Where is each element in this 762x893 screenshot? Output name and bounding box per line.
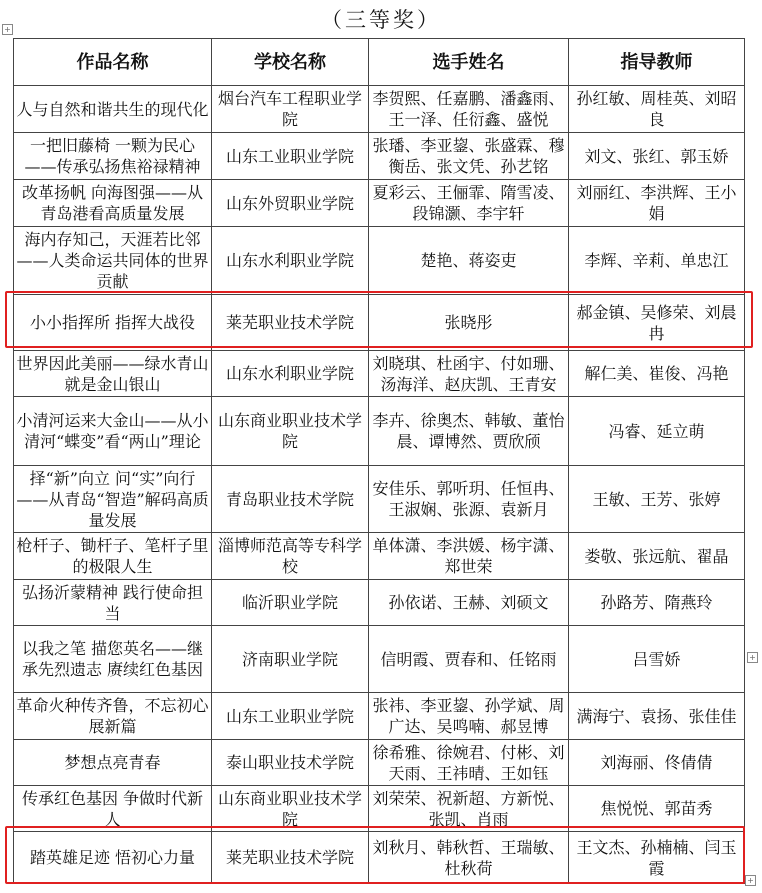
table-resize-handle[interactable]: + [747,652,758,663]
work-name-cell: 人与自然和谐共生的现代化 [14,86,212,133]
teachers-cell: 焦悦悦、郭苗秀 [569,786,745,832]
header-school-name: 学校名称 [212,39,369,86]
students-cell: 夏彩云、王俪霏、隋雪凌、段锦灏、李宇轩 [369,180,569,227]
school-cell: 淄博师范高等专科学校 [212,533,369,580]
teachers-cell: 王敏、王芳、张婷 [569,466,745,533]
header-work-name: 作品名称 [14,39,212,86]
teachers-cell: 王文杰、孙楠楠、闫玉霞 [569,832,745,884]
teachers-cell: 孙红敏、周桂英、刘昭良 [569,86,745,133]
table-row [14,397,745,466]
table-row [14,786,745,832]
table-resize-handle-bottom[interactable]: + [745,875,756,886]
students-cell: 刘晓琪、杜函宇、付如珊、汤海洋、赵庆凯、王青安 [369,351,569,397]
students-cell: 信明霞、贾春和、任铭雨 [369,626,569,693]
header-row [14,39,745,86]
students-cell: 刘秋月、韩秋哲、王瑞敏、杜秋荷 [369,832,569,884]
teachers-cell: 刘海丽、佟倩倩 [569,740,745,786]
work-name-cell: 以我之笔 描您英名——继承先烈遗志 赓续红色基因 [14,626,212,693]
table-row [14,295,745,351]
table-row [14,580,745,626]
work-name-cell: 弘扬沂蒙精神 践行使命担当 [14,580,212,626]
school-cell: 山东商业职业技术学院 [212,397,369,466]
table-row [14,466,745,533]
teachers-cell: 郝金镇、吴修荣、刘晨冉 [569,295,745,351]
table-row [14,133,745,180]
work-name-cell: 小小指挥所 指挥大战役 [14,295,212,351]
awards-table [13,38,745,884]
work-name-cell: 传承红色基因 争做时代新人 [14,786,212,832]
work-name-cell: 小清河运来大金山——从小清河“蝶变”看“两山”理论 [14,397,212,466]
students-cell: 张璠、李亚鋆、张盛霖、穆衡岳、张文凭、孙艺铭 [369,133,569,180]
page-title: （三等奖） [321,8,441,32]
students-cell: 李卉、徐奥杰、韩敏、董怡晨、谭博然、贾欣颀 [369,397,569,466]
table-row [14,180,745,227]
table-move-handle[interactable]: + [2,24,13,35]
school-cell: 山东工业职业学院 [212,693,369,740]
teachers-cell: 娄敬、张远航、翟晶 [569,533,745,580]
school-cell: 山东商业职业技术学院 [212,786,369,832]
table-row [14,740,745,786]
table-row [14,626,745,693]
work-name-cell: 海内存知己，天涯若比邻——人类命运共同体的世界贡献 [14,227,212,295]
teachers-cell: 冯睿、延立萌 [569,397,745,466]
work-name-cell: 世界因此美丽——绿水青山就是金山银山 [14,351,212,397]
school-cell: 山东外贸职业学院 [212,180,369,227]
header-teachers: 指导教师 [569,39,745,86]
work-name-cell: 梦想点亮青春 [14,740,212,786]
table-row [14,227,745,295]
students-cell: 楚艳、蒋姿吏 [369,227,569,295]
teachers-cell: 刘丽红、李洪辉、王小娟 [569,180,745,227]
header-student-names: 选手姓名 [369,39,569,86]
school-cell: 山东水利职业学院 [212,227,369,295]
school-cell: 泰山职业技术学院 [212,740,369,786]
work-name-cell: 一把旧藤椅 一颗为民心——传承弘扬焦裕禄精神 [14,133,212,180]
school-cell: 济南职业学院 [212,626,369,693]
students-cell: 徐希雅、徐婉君、付彬、刘天雨、王祎晴、王如钰 [369,740,569,786]
table-row [14,533,745,580]
students-cell: 安佳乐、郭听玥、任恒冉、王淑娴、张源、袁新月 [369,466,569,533]
students-cell: 张晓彤 [369,295,569,351]
school-cell: 临沂职业学院 [212,580,369,626]
work-name-cell: 改革扬帆 向海图强——从青岛港看高质量发展 [14,180,212,227]
students-cell: 刘荣荣、祝新超、方新悦、张凯、肖雨 [369,786,569,832]
teachers-cell: 李辉、辛莉、单忠江 [569,227,745,295]
school-cell: 莱芜职业技术学院 [212,832,369,884]
teachers-cell: 吕雪娇 [569,626,745,693]
table-row [14,832,745,884]
table-row [14,86,745,133]
work-name-cell: 枪杆子、锄杆子、笔杆子里的极限人生 [14,533,212,580]
school-cell: 山东水利职业学院 [212,351,369,397]
students-cell: 张祎、李亚鋆、孙学斌、周广达、吴鸣喃、郝昱博 [369,693,569,740]
teachers-cell: 解仁美、崔俊、冯艳 [569,351,745,397]
teachers-cell: 孙路芳、隋燕玲 [569,580,745,626]
table-row [14,693,745,740]
school-cell: 莱芜职业技术学院 [212,295,369,351]
work-name-cell: 择“新”向立 问“实”向行——从青岛“智造”解码高质量发展 [14,466,212,533]
teachers-cell: 刘文、张红、郭玉娇 [569,133,745,180]
school-cell: 青岛职业技术学院 [212,466,369,533]
students-cell: 单体潇、李洪媛、杨宇潇、郑世荣 [369,533,569,580]
teachers-cell: 满海宁、袁扬、张佳佳 [569,693,745,740]
students-cell: 孙依诺、王赫、刘硕文 [369,580,569,626]
school-cell: 烟台汽车工程职业学院 [212,86,369,133]
students-cell: 李贺熙、任嘉鹏、潘鑫雨、王一泽、任衍鑫、盛悦 [369,86,569,133]
table-row [14,351,745,397]
work-name-cell: 踏英雄足迹 悟初心力量 [14,832,212,884]
school-cell: 山东工业职业学院 [212,133,369,180]
work-name-cell: 革命火种传齐鲁，不忘初心展新篇 [14,693,212,740]
